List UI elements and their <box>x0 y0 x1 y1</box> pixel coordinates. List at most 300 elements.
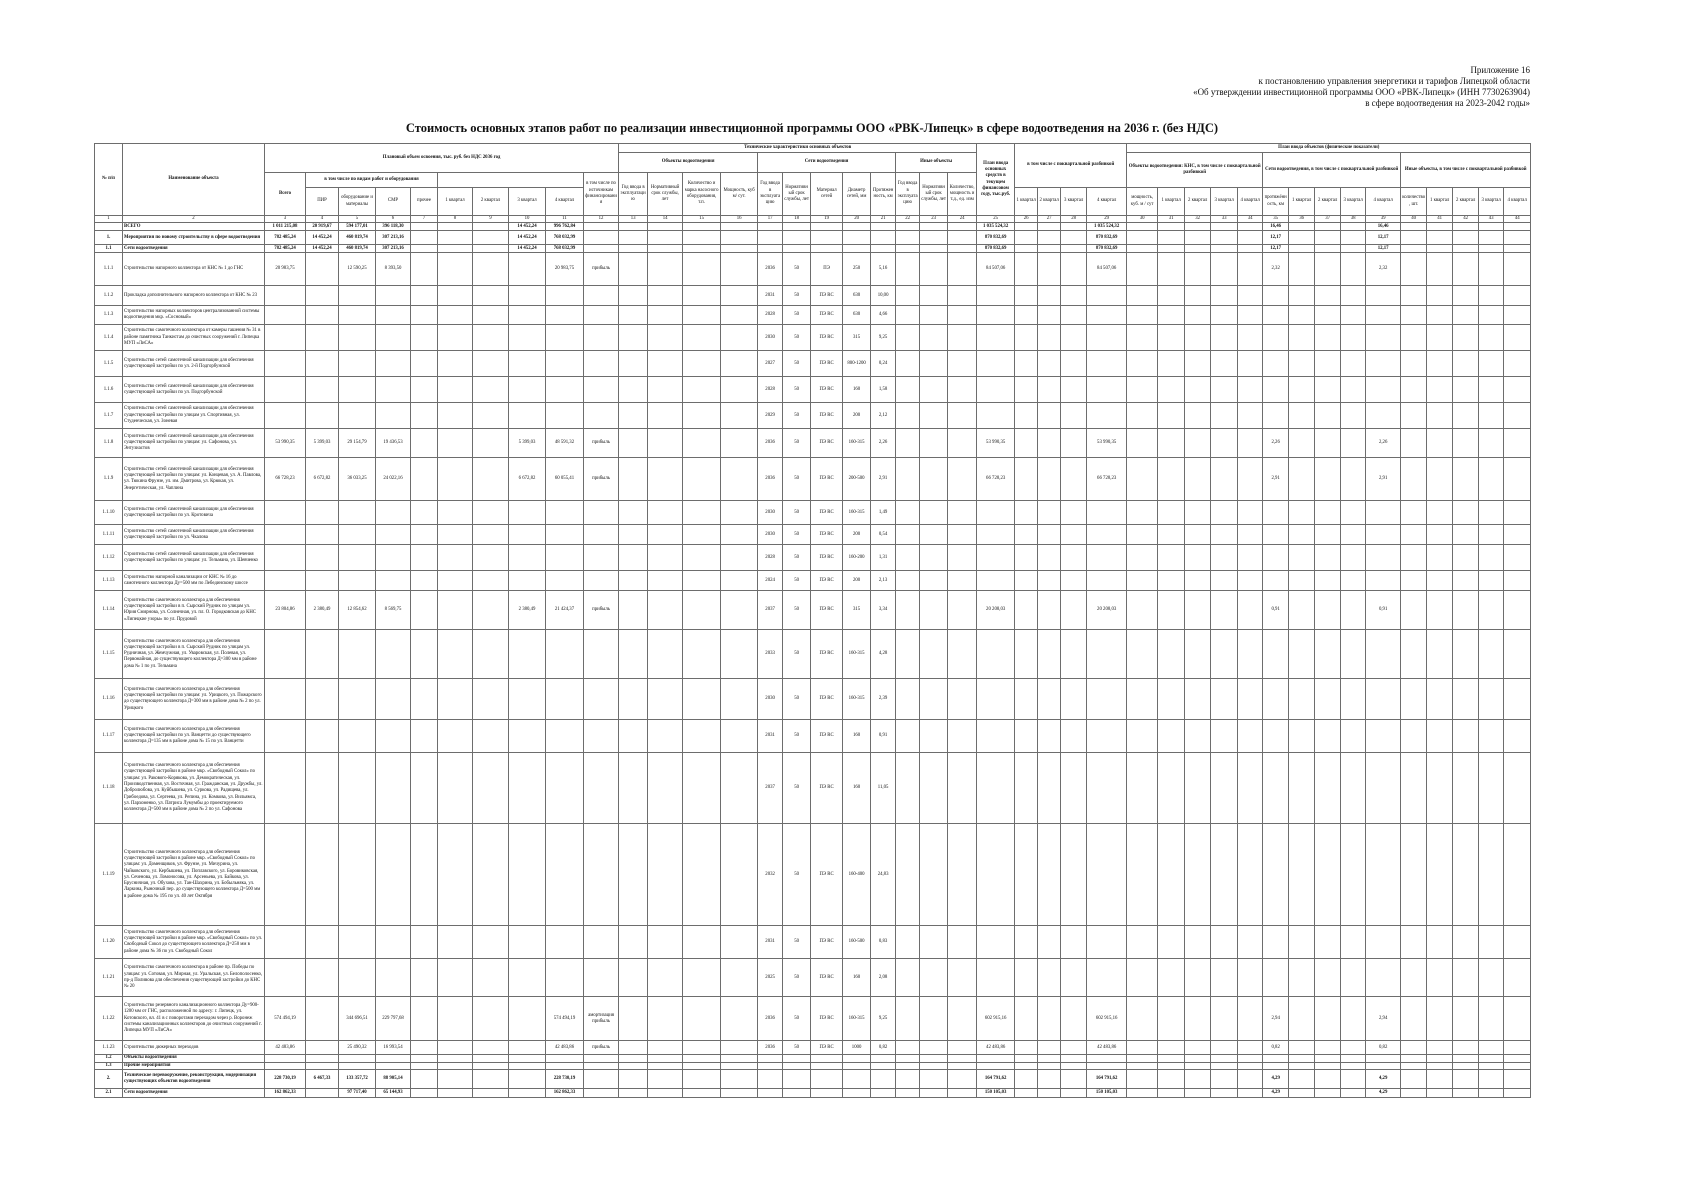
table-row <box>95 231 1531 245</box>
table-cell <box>584 959 619 997</box>
table-cell <box>438 325 473 351</box>
table-cell <box>896 1055 920 1062</box>
table-cell <box>1158 824 1185 926</box>
table-cell <box>584 501 619 525</box>
table-cell <box>948 926 977 959</box>
table-cell <box>683 1062 721 1069</box>
table-cell <box>306 403 339 429</box>
table-cell <box>948 286 977 306</box>
table-cell: 3,34 <box>871 591 896 630</box>
table-cell <box>1061 306 1087 325</box>
row-number: 1.1.2 <box>95 286 123 306</box>
table-cell: 24 022,16 <box>376 458 411 501</box>
table-cell: 42 483,86 <box>265 1041 306 1055</box>
table-cell <box>473 1088 509 1097</box>
table-cell <box>1315 591 1341 630</box>
table-cell <box>1315 720 1341 753</box>
table-cell <box>473 223 509 231</box>
table-cell <box>1504 1088 1531 1097</box>
table-cell <box>1263 959 1289 997</box>
row-name: Строительство напорной канализации от КНС № 16 до самотечного коллектора Ду=500 мм по Лебединскому шоссе <box>123 571 265 591</box>
table-cell <box>473 591 509 630</box>
table-cell <box>1289 306 1315 325</box>
table-cell <box>546 959 584 997</box>
table-cell <box>1453 591 1479 630</box>
table-cell: 50 <box>783 525 811 545</box>
table-cell <box>473 501 509 525</box>
table-cell <box>546 1062 584 1069</box>
row-number: 2.1 <box>95 1088 123 1097</box>
table-cell: 66 728,23 <box>265 458 306 501</box>
table-cell <box>1061 525 1087 545</box>
table-cell <box>948 679 977 720</box>
table-cell <box>411 720 438 753</box>
column-number: 12 <box>584 216 619 223</box>
column-number: 40 <box>1401 216 1427 223</box>
table-cell <box>1479 591 1504 630</box>
table-cell <box>1185 501 1211 525</box>
table-cell <box>1453 1041 1479 1055</box>
table-cell <box>306 753 339 824</box>
table-cell: 0,91 <box>871 720 896 753</box>
table-cell: 14 452,24 <box>306 231 339 245</box>
table-cell <box>843 245 871 253</box>
table-cell: прибыль <box>584 458 619 501</box>
table-cell <box>619 997 648 1041</box>
table-cell <box>1263 1062 1289 1069</box>
table-cell <box>306 325 339 351</box>
table-cell <box>376 1062 411 1069</box>
column-number: 20 <box>843 216 871 223</box>
table-cell <box>376 824 411 926</box>
appendix-line: к постановлению управления энергетики и тарифов Липецкой области <box>1258 76 1530 86</box>
table-cell <box>1315 1088 1341 1097</box>
table-cell <box>896 351 920 377</box>
table-cell <box>1315 245 1341 253</box>
table-cell <box>1427 959 1453 997</box>
table-cell <box>683 1055 721 1062</box>
table-cell <box>1479 753 1504 824</box>
table-cell <box>584 720 619 753</box>
table-cell <box>306 720 339 753</box>
table-cell: 1000 <box>843 1041 871 1055</box>
table-cell <box>1366 959 1401 997</box>
table-cell <box>1238 306 1263 325</box>
table-cell <box>948 245 977 253</box>
table-cell: ПЭ RC <box>811 926 843 959</box>
table-cell <box>1453 1055 1479 1062</box>
table-cell: 228 730,19 <box>546 1069 584 1088</box>
table-cell <box>1504 245 1531 253</box>
table-cell <box>411 223 438 231</box>
table-cell <box>339 959 376 997</box>
table-cell <box>920 351 948 377</box>
table-cell <box>339 403 376 429</box>
table-cell: 229 797,68 <box>376 997 411 1041</box>
table-cell <box>1315 926 1341 959</box>
table-cell <box>1341 245 1366 253</box>
table-cell <box>1015 824 1038 926</box>
table-cell: 4,29 <box>1366 1088 1401 1097</box>
col-header-quarter: 2 квартал <box>473 188 509 216</box>
column-number: 33 <box>1211 216 1238 223</box>
table-cell <box>376 720 411 753</box>
table-cell: прибыль <box>584 591 619 630</box>
table-cell <box>1127 926 1158 959</box>
table-cell <box>1401 1055 1427 1062</box>
table-cell <box>509 403 546 429</box>
col-header-plan-volume: Плановый объем освоения, тыс. руб. без НДС 2036 год <box>265 144 619 173</box>
table-cell <box>1366 403 1401 429</box>
table-cell <box>1315 286 1341 306</box>
table-cell <box>339 824 376 926</box>
column-number: 15 <box>683 216 721 223</box>
table-cell <box>1238 926 1263 959</box>
table-cell <box>1289 286 1315 306</box>
table-cell <box>1366 286 1401 306</box>
table-cell <box>1185 679 1211 720</box>
table-cell <box>1263 403 1289 429</box>
table-cell <box>648 630 683 679</box>
table-cell <box>1158 1041 1185 1055</box>
table-cell <box>339 545 376 571</box>
table-cell <box>1185 286 1211 306</box>
table-cell <box>648 926 683 959</box>
table-cell <box>546 351 584 377</box>
column-number: 23 <box>920 216 948 223</box>
table-cell: 2 380,49 <box>509 591 546 630</box>
col-header-quarter: 4 квартал <box>1504 188 1531 216</box>
table-cell <box>1087 377 1127 403</box>
table-cell <box>1238 501 1263 525</box>
table-cell: 53 990,35 <box>265 429 306 458</box>
table-cell <box>1185 253 1211 286</box>
table-cell <box>683 591 721 630</box>
table-cell <box>683 245 721 253</box>
table-cell: 2030 <box>758 501 783 525</box>
table-cell: 250 <box>843 253 871 286</box>
column-number: 18 <box>783 216 811 223</box>
table-cell <box>1061 753 1087 824</box>
table-cell: ПЭ RC <box>811 824 843 926</box>
table-cell <box>1453 429 1479 458</box>
table-cell <box>1127 501 1158 525</box>
table-cell <box>896 1041 920 1055</box>
table-cell <box>1038 501 1061 525</box>
table-cell <box>1158 223 1185 231</box>
table-cell <box>306 501 339 525</box>
table-cell: 2,91 <box>1366 458 1401 501</box>
table-cell: 162 862,33 <box>546 1088 584 1097</box>
table-cell <box>1185 403 1211 429</box>
table-cell <box>683 630 721 679</box>
table-cell <box>948 429 977 458</box>
table-cell <box>896 679 920 720</box>
table-cell <box>509 286 546 306</box>
table-cell <box>1211 824 1238 926</box>
row-name: Строительство самотечного коллектора от камеры гашения № 31 в районе памятника Танкистам до очистных сооружений г. Липецка МУП «ЛиСА» <box>123 325 265 351</box>
table-cell <box>1453 351 1479 377</box>
column-number: 2 <box>123 216 265 223</box>
table-cell <box>1087 1062 1127 1069</box>
table-cell <box>1504 325 1531 351</box>
table-cell <box>1504 753 1531 824</box>
table-cell: 162 862,33 <box>265 1088 306 1097</box>
table-cell <box>1289 403 1315 429</box>
table-cell <box>896 720 920 753</box>
table-cell <box>1263 1055 1289 1062</box>
table-cell: 2,32 <box>1263 253 1289 286</box>
table-cell <box>1341 997 1366 1041</box>
row-number: 1.1.7 <box>95 403 123 429</box>
table-cell <box>1127 351 1158 377</box>
table-cell <box>546 545 584 571</box>
table-cell <box>1211 525 1238 545</box>
table-cell <box>1289 458 1315 501</box>
table-cell <box>896 223 920 231</box>
table-cell <box>721 720 758 753</box>
table-cell <box>1158 501 1185 525</box>
table-cell <box>1401 245 1427 253</box>
table-cell: 2,08 <box>871 959 896 997</box>
table-row <box>95 245 1531 253</box>
table-cell <box>1087 824 1127 926</box>
table-cell <box>843 231 871 245</box>
table-cell <box>1504 545 1531 571</box>
table-cell: 2031 <box>758 286 783 306</box>
table-cell: 50 <box>783 591 811 630</box>
table-cell <box>1289 591 1315 630</box>
table-cell <box>648 753 683 824</box>
table-cell <box>411 1041 438 1055</box>
table-cell <box>473 1041 509 1055</box>
col-header-quarter: 2 квартал <box>1453 188 1479 216</box>
table-cell <box>948 325 977 351</box>
table-cell <box>1238 429 1263 458</box>
column-number: 27 <box>1038 216 1061 223</box>
table-cell <box>339 325 376 351</box>
table-cell <box>1453 525 1479 545</box>
table-cell <box>509 997 546 1041</box>
col-header-quarter: 3 квартал <box>1479 188 1504 216</box>
table-cell: 50 <box>783 824 811 926</box>
table-cell <box>1211 545 1238 571</box>
table-cell: 2,91 <box>871 458 896 501</box>
table-cell: 870 832,69 <box>1087 245 1127 253</box>
table-row <box>95 926 1531 959</box>
table-cell <box>1453 630 1479 679</box>
table-row <box>95 377 1531 403</box>
table-cell <box>843 223 871 231</box>
table-cell: 160 <box>843 959 871 997</box>
row-number: 1.1.3 <box>95 306 123 325</box>
table-cell <box>1479 429 1504 458</box>
table-cell <box>546 501 584 525</box>
table-cell: 2,91 <box>1263 458 1289 501</box>
table-cell <box>1127 306 1158 325</box>
table-cell <box>977 959 1015 997</box>
row-number: 1.1.15 <box>95 630 123 679</box>
column-number: 3 <box>265 216 306 223</box>
table-cell <box>811 1069 843 1088</box>
table-cell <box>1015 429 1038 458</box>
table-cell <box>1401 1041 1427 1055</box>
table-cell <box>1504 501 1531 525</box>
column-number: 19 <box>811 216 843 223</box>
table-cell <box>721 306 758 325</box>
appendix-line: «Об утверждении инвестиционной программы ООО «РВК-Липецк» (ИНН 7730263904) <box>1193 87 1530 97</box>
table-cell <box>509 753 546 824</box>
table-cell <box>1087 545 1127 571</box>
table-cell: 160-315 <box>843 679 871 720</box>
table-cell <box>1289 525 1315 545</box>
table-cell <box>1479 501 1504 525</box>
table-cell: 50 <box>783 501 811 525</box>
table-cell <box>1158 306 1185 325</box>
table-row <box>95 571 1531 591</box>
table-cell <box>339 926 376 959</box>
table-cell <box>584 630 619 679</box>
table-cell <box>619 926 648 959</box>
table-cell <box>438 630 473 679</box>
table-cell: 23 804,86 <box>265 591 306 630</box>
table-cell <box>783 1069 811 1088</box>
table-cell <box>1238 545 1263 571</box>
table-cell <box>721 959 758 997</box>
table-cell <box>1479 926 1504 959</box>
table-cell <box>1341 1088 1366 1097</box>
table-cell: 2032 <box>758 824 783 926</box>
table-cell <box>546 630 584 679</box>
table-cell: 160-400 <box>843 824 871 926</box>
table-cell: 2030 <box>758 325 783 351</box>
table-cell: 133 357,72 <box>339 1069 376 1088</box>
table-cell: 630 <box>843 306 871 325</box>
table-cell: 50 <box>783 630 811 679</box>
col-header-quarter: 4 квартал <box>546 188 584 216</box>
table-cell <box>438 591 473 630</box>
table-cell <box>1127 679 1158 720</box>
table-cell <box>1315 630 1341 679</box>
table-cell <box>920 458 948 501</box>
table-cell <box>648 1069 683 1088</box>
table-cell: 164 791,62 <box>977 1069 1015 1088</box>
table-cell <box>1479 997 1504 1041</box>
table-cell <box>948 1041 977 1055</box>
table-cell <box>1427 720 1453 753</box>
table-cell <box>648 325 683 351</box>
table-cell <box>1479 253 1504 286</box>
table-cell <box>1263 571 1289 591</box>
table-cell <box>1211 630 1238 679</box>
table-cell <box>721 351 758 377</box>
table-cell <box>977 325 1015 351</box>
table-cell <box>619 306 648 325</box>
table-cell <box>438 403 473 429</box>
table-cell <box>411 245 438 253</box>
table-cell <box>1479 525 1504 545</box>
column-number: 41 <box>1427 216 1453 223</box>
table-cell <box>1401 231 1427 245</box>
table-cell <box>920 286 948 306</box>
table-cell <box>1238 1062 1263 1069</box>
table-cell <box>1127 1069 1158 1088</box>
table-cell <box>473 429 509 458</box>
table-cell <box>920 501 948 525</box>
table-cell <box>683 351 721 377</box>
table-cell <box>683 545 721 571</box>
table-cell <box>1504 286 1531 306</box>
table-cell <box>1479 377 1504 403</box>
table-cell: 160 <box>843 720 871 753</box>
table-cell <box>306 253 339 286</box>
table-cell <box>721 1088 758 1097</box>
table-cell <box>265 720 306 753</box>
table-cell <box>265 501 306 525</box>
table-cell: 307 213,16 <box>376 245 411 253</box>
row-number: 1.1.17 <box>95 720 123 753</box>
table-cell <box>683 824 721 926</box>
table-cell <box>339 753 376 824</box>
table-cell <box>1315 231 1341 245</box>
table-cell <box>1341 591 1366 630</box>
table-cell: 29 154,79 <box>339 429 376 458</box>
table-cell <box>1015 377 1038 403</box>
row-name: Прочие мероприятия <box>123 1062 265 1069</box>
table-cell <box>1289 720 1315 753</box>
table-cell <box>1401 286 1427 306</box>
table-cell <box>546 571 584 591</box>
table-cell <box>438 253 473 286</box>
table-cell <box>1427 377 1453 403</box>
table-cell <box>920 325 948 351</box>
table-cell <box>721 286 758 306</box>
table-cell <box>473 351 509 377</box>
row-number: 1.1.16 <box>95 679 123 720</box>
table-cell <box>1479 231 1504 245</box>
table-cell <box>306 377 339 403</box>
table-cell <box>648 720 683 753</box>
column-number: 29 <box>1087 216 1127 223</box>
table-cell: 97 717,40 <box>339 1088 376 1097</box>
table-cell <box>1158 630 1185 679</box>
table-cell <box>473 306 509 325</box>
table-cell <box>438 571 473 591</box>
table-cell <box>871 1062 896 1069</box>
table-cell <box>1315 458 1341 501</box>
table-cell <box>648 253 683 286</box>
table-cell <box>683 253 721 286</box>
column-number: 39 <box>1366 216 1401 223</box>
table-cell <box>1211 679 1238 720</box>
table-cell <box>948 253 977 286</box>
column-number: 26 <box>1015 216 1038 223</box>
table-cell: 12 854,62 <box>339 591 376 630</box>
table-cell <box>1289 325 1315 351</box>
table-cell <box>1401 545 1427 571</box>
table-cell <box>1504 231 1531 245</box>
column-number: 14 <box>648 216 683 223</box>
table-cell: ПЭ RC <box>811 325 843 351</box>
table-cell <box>265 306 306 325</box>
table-cell <box>1015 571 1038 591</box>
table-cell <box>977 306 1015 325</box>
table-cell: 10,00 <box>871 286 896 306</box>
table-cell <box>339 1062 376 1069</box>
table-cell <box>1341 286 1366 306</box>
table-cell <box>1127 377 1158 403</box>
table-cell <box>896 1069 920 1088</box>
